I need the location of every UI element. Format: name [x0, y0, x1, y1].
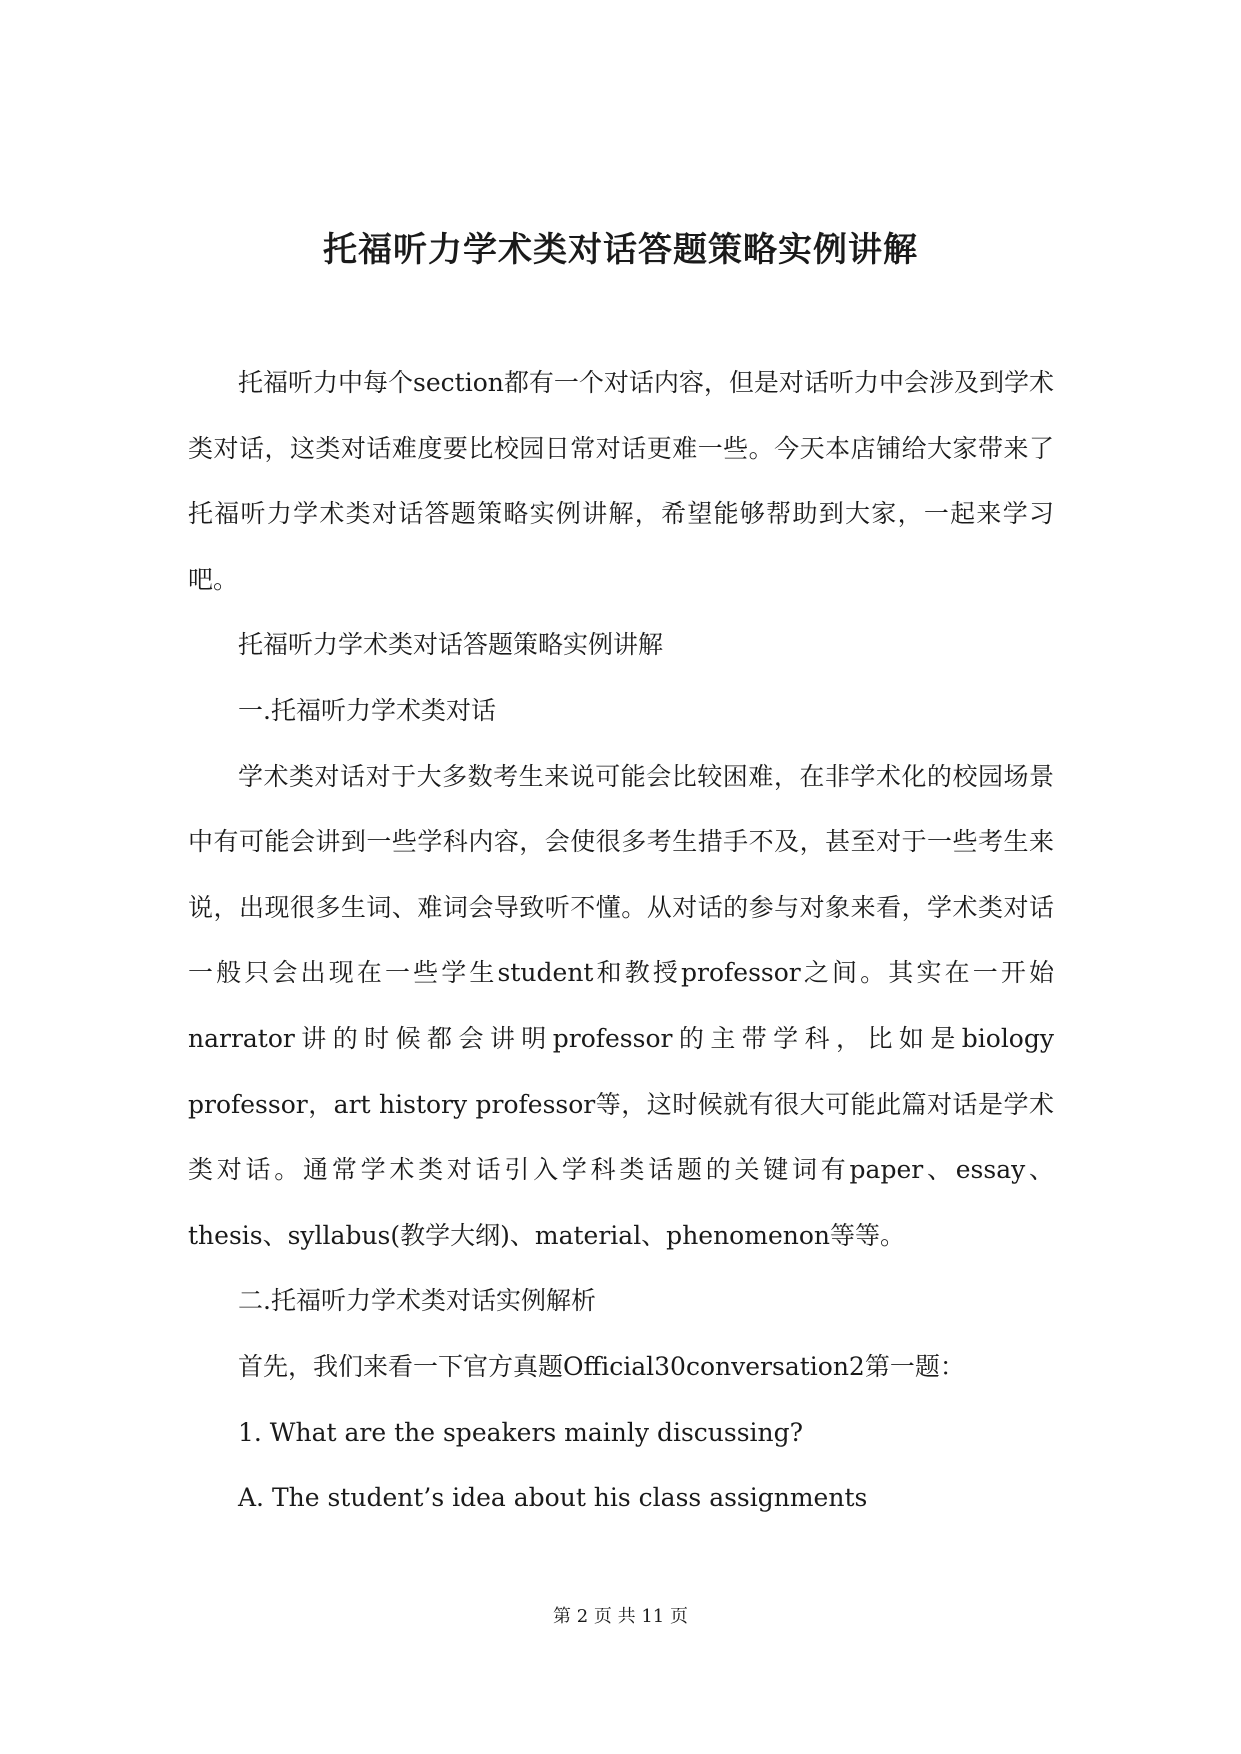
section-heading-1: 一.托福听力学术类对话 — [238, 695, 496, 725]
document-title: 托福听力学术类对话答题策略实例讲解 — [323, 230, 918, 270]
page-footer: 第 2 页 共 11 页 — [553, 1606, 688, 1627]
section-heading-2: 二.托福听力学术类对话实例解析 — [238, 1286, 596, 1316]
question-1: 1. What are the speakers mainly discussing? — [238, 1417, 804, 1447]
paragraph-intro: 托福听力中每个section都有一个对话内容，但是对话听力中会涉及到学术类对话，这类对话难度要比校园日常对话更难一些。今天本店铺给大家带来了托福听力学术类对话答题策略实例讲解，希望能够帮助到大家，一起来学习吧。 — [188, 368, 1054, 594]
paragraph-example-intro: 首先，我们来看一下官方真题Official30conversation2第一题： — [238, 1351, 965, 1381]
paragraph-academic-conversation: 学术类对话对于大多数考生来说可能会比较困难，在非学术化的校园场景中有可能会讲到一些学科内容，会使很多考生措手不及，甚至对于一些考生来说，出现很多生词、难词会导致听不懂。从对话的参与对象来看，学术类对话一般只会出现在一些学生student和教授professor之间。其实在一开始narrator讲的时候都会讲明professor的主带学科，比如是biology professor，art history professor等，这时候就有很大可能此篇对话是学术类对话。通常学术类对话引入学科类话题的关键词有paper、essay、 thesis、syllabus(教学大纲)、material、phenomenon等等。 — [188, 761, 1054, 1250]
paragraph-subtitle: 托福听力学术类对话答题策略实例讲解 — [238, 630, 664, 660]
answer-option-a: A. The student’s idea about his class assignments — [238, 1483, 868, 1513]
document-body — [188, 350, 1054, 1531]
